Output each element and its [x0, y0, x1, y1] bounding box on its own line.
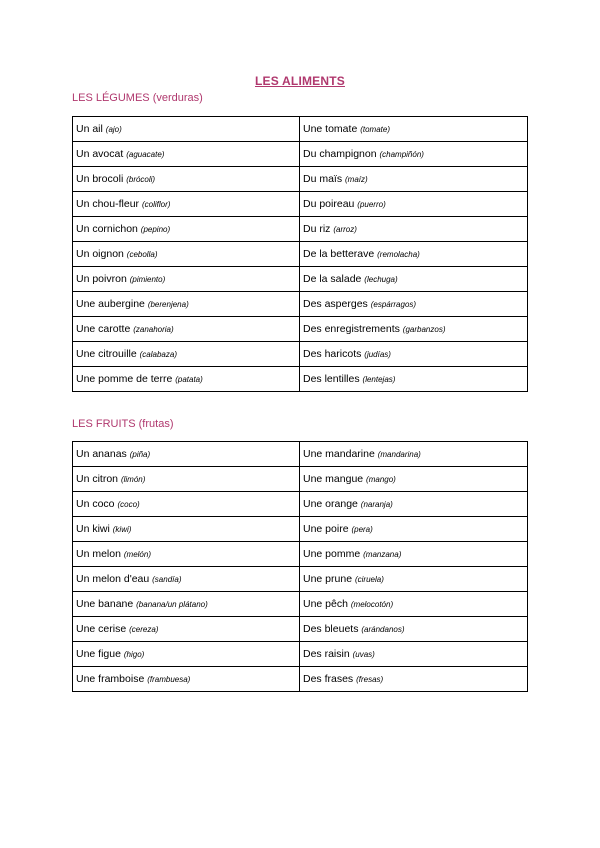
french-word: Une orange: [303, 498, 358, 510]
table-row: [73, 592, 528, 617]
spanish-translation: (cebolla): [126, 250, 158, 259]
table-cell: [73, 267, 300, 292]
table-cell: [300, 267, 528, 292]
table-cell: [300, 667, 528, 692]
spanish-translation: (mango): [366, 475, 396, 484]
french-word: Une cerise: [76, 623, 127, 635]
table-row: [73, 242, 528, 267]
spanish-translation: (espárragos): [370, 300, 417, 309]
french-word: Du maïs: [303, 173, 343, 185]
french-word: Des lentilles: [303, 373, 360, 385]
spanish-translation: (kiwi): [112, 525, 132, 534]
table-row: [73, 567, 528, 592]
french-word: Une poire: [303, 523, 349, 535]
table-cell: [73, 642, 300, 667]
table-cell: [300, 517, 528, 542]
french-word: De la salade: [303, 273, 362, 285]
table-row: [73, 167, 528, 192]
spanish-translation: (ciruela): [354, 575, 384, 584]
table-cell: [73, 192, 300, 217]
table-cell: [73, 492, 300, 517]
french-word: Un avocat: [76, 148, 124, 160]
french-word: Un oignon: [76, 248, 124, 260]
spanish-translation: (pepino): [140, 225, 171, 234]
french-word: Une pomme de terre: [76, 373, 173, 385]
table-row: [73, 292, 528, 317]
spanish-translation: (pimiento): [129, 275, 166, 284]
french-word: Un cornichon: [76, 223, 138, 235]
table-row: [73, 542, 528, 567]
table-row: [73, 517, 528, 542]
french-word: Du champignon: [303, 148, 377, 160]
table-row: [73, 467, 528, 492]
french-word: Un ananas: [76, 448, 127, 460]
french-word: Une mangue: [303, 473, 364, 485]
french-word: Une carotte: [76, 323, 131, 335]
spanish-translation: (maíz): [345, 175, 368, 184]
spanish-translation: (fresas): [356, 675, 384, 684]
french-word: Une figue: [76, 648, 121, 660]
table-cell: [300, 467, 528, 492]
spanish-translation: (arroz): [333, 225, 357, 234]
spanish-translation: (patata): [175, 375, 203, 384]
french-word: Des haricots: [303, 348, 362, 360]
table-cell: [300, 542, 528, 567]
french-word: Un poivron: [76, 273, 127, 285]
spanish-translation: (pera): [351, 525, 373, 534]
table-cell: [300, 317, 528, 342]
table-cell: [73, 667, 300, 692]
table-row: [73, 442, 528, 467]
table-row: [73, 492, 528, 517]
spanish-translation: (manzana): [363, 550, 402, 559]
french-word: De la betterave: [303, 248, 375, 260]
fruits-heading-title: LES FRUITS: [72, 418, 136, 430]
spanish-translation: (frambuesa): [147, 675, 191, 684]
spanish-translation: (lechuga): [364, 275, 398, 284]
spanish-translation: (garbanzos): [402, 325, 446, 334]
fruits-heading-subtitle: (frutas): [138, 418, 174, 430]
french-word: Une citrouille: [76, 348, 137, 360]
french-word: Une pêch: [303, 598, 348, 610]
table-cell: [73, 367, 300, 392]
french-word: Un brocoli: [76, 173, 124, 185]
table-cell: [73, 292, 300, 317]
table-cell: [73, 542, 300, 567]
spanish-translation: (melón): [123, 550, 151, 559]
page-title: LES ALIMENTS: [255, 74, 345, 88]
french-word: Des raisin: [303, 648, 350, 660]
table-cell: [300, 192, 528, 217]
spanish-translation: (puerro): [357, 200, 386, 209]
table-cell: [73, 117, 300, 142]
spanish-translation: (remolacha): [377, 250, 420, 259]
table-row: [73, 342, 528, 367]
spanish-translation: (zanahoria): [133, 325, 174, 334]
table-cell: [73, 342, 300, 367]
french-word: Un melon: [76, 548, 121, 560]
spanish-translation: (coliflor): [141, 200, 171, 209]
table-cell: [300, 117, 528, 142]
french-word: Une aubergine: [76, 298, 145, 310]
table-row: [73, 117, 528, 142]
vegetables-table: [72, 116, 528, 392]
french-word: Du riz: [303, 223, 331, 235]
table-cell: [73, 592, 300, 617]
spanish-translation: (aguacate): [126, 150, 165, 159]
french-word: Des enregistrements: [303, 323, 400, 335]
french-word: Un melon d'eau: [76, 573, 150, 585]
table-cell: [300, 492, 528, 517]
table-row: [73, 642, 528, 667]
table-row: [73, 267, 528, 292]
table-cell: [300, 217, 528, 242]
table-cell: [73, 567, 300, 592]
table-row: [73, 367, 528, 392]
spanish-translation: (limón): [120, 475, 146, 484]
french-word: Une pomme: [303, 548, 361, 560]
spanish-translation: (uvas): [352, 650, 375, 659]
table-row: [73, 192, 528, 217]
table-cell: [300, 142, 528, 167]
table-cell: [300, 567, 528, 592]
table-row: [73, 142, 528, 167]
table-cell: [300, 292, 528, 317]
french-word: Un citron: [76, 473, 119, 485]
table-cell: [73, 617, 300, 642]
spanish-translation: (tomate): [360, 125, 390, 134]
french-word: Une tomate: [303, 123, 358, 135]
spanish-translation: (brócoli): [126, 175, 156, 184]
vegetables-heading: [72, 92, 203, 104]
table-cell: [300, 242, 528, 267]
fruits-table: [72, 441, 528, 692]
french-word: Un ail: [76, 123, 103, 135]
spanish-translation: (berenjena): [147, 300, 189, 309]
spanish-translation: (sandía): [152, 575, 182, 584]
spanish-translation: (cereza): [129, 625, 159, 634]
french-word: Un coco: [76, 498, 115, 510]
spanish-translation: (lentejas): [362, 375, 396, 384]
french-word: Un kiwi: [76, 523, 110, 535]
table-cell: [300, 167, 528, 192]
table-cell: [73, 517, 300, 542]
table-cell: [73, 317, 300, 342]
french-word: Une banane: [76, 598, 134, 610]
table-cell: [73, 467, 300, 492]
table-cell: [300, 367, 528, 392]
table-cell: [300, 617, 528, 642]
french-word: Des bleuets: [303, 623, 359, 635]
spanish-translation: (melocotón): [350, 600, 394, 609]
vegetables-heading-title: LES LÉGUMES: [72, 92, 150, 104]
spanish-translation: (piña): [129, 450, 151, 459]
spanish-translation: (higo): [123, 650, 145, 659]
table-cell: [300, 592, 528, 617]
french-word: Une prune: [303, 573, 353, 585]
french-word: Un chou-fleur: [76, 198, 140, 210]
spanish-translation: (champiñón): [379, 150, 424, 159]
french-word: Du poireau: [303, 198, 355, 210]
french-word: Une mandarine: [303, 448, 375, 460]
table-cell: [300, 442, 528, 467]
spanish-translation: (coco): [117, 500, 140, 509]
table-cell: [73, 442, 300, 467]
table-row: [73, 317, 528, 342]
french-word: Une framboise: [76, 673, 145, 685]
spanish-translation: (ajo): [105, 125, 122, 134]
table-row: [73, 667, 528, 692]
table-row: [73, 617, 528, 642]
spanish-translation: (judías): [364, 350, 391, 359]
spanish-translation: (naranja): [360, 500, 393, 509]
spanish-translation: (arándanos): [361, 625, 405, 634]
vegetables-heading-subtitle: (verduras): [152, 92, 203, 104]
table-cell: [73, 217, 300, 242]
table-cell: [73, 142, 300, 167]
table-row: [73, 217, 528, 242]
french-word: Des frases: [303, 673, 354, 685]
spanish-translation: (calabaza): [139, 350, 177, 359]
spanish-translation: (mandarina): [377, 450, 421, 459]
table-cell: [73, 242, 300, 267]
table-cell: [73, 167, 300, 192]
fruits-heading: [72, 418, 173, 430]
table-cell: [300, 642, 528, 667]
table-cell: [300, 342, 528, 367]
spanish-translation: (banana/un plátano): [136, 600, 208, 609]
french-word: Des asperges: [303, 298, 368, 310]
